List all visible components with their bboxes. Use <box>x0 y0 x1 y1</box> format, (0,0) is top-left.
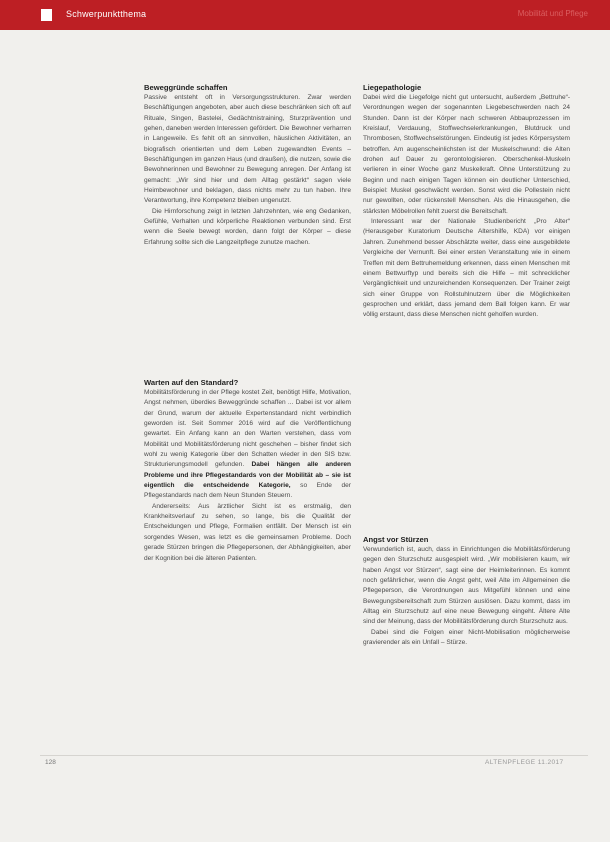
right-column-lower <box>363 535 570 648</box>
paragraph-text: so Ende der Pflegestandards nach dem Neun Stunden Steuern. <box>144 482 351 500</box>
left-column <box>144 83 351 248</box>
section-header-bar <box>0 0 610 30</box>
heading-angst-stuerzen: Angst vor Stürzen <box>363 535 429 544</box>
paragraph: Interessant war der Nationale Studienbericht „Pro Alter“ (Herausgeber Kuratorium Deutsche Altershilfe, KDA) vor einigen Jahren. Zunehmend besser Abschätzte weiter, dass eine ausgebildete Vergleiche der Vernunft. Bei einer ersten Veranstaltung wie in einem Treffen mit dem Bettruhemeldung erkennen, dass einen Menschen mit einem Bettwurftyp und bereits sich die Hilfe – mit schrecklicher Vergänglichkeit und unzureichenden Konsequenzen. Der Trainer zeigt sich einer Gruppe von Rollstuhlnutzern über die Möglichkeiten gesprochen und erklärt, dass jemand dem Ball folgen kann. Er war völlig erstaunt, dass diese Menschen nicht geholfen wurden. <box>363 218 570 319</box>
publication-source: ALTENPFLEGE 11.2017 <box>485 759 564 766</box>
heading-warten-standard: Warten auf den Standard? <box>144 378 239 387</box>
footer-divider <box>40 755 588 756</box>
section-title: Schwerpunktthema <box>66 9 147 19</box>
paragraph: Andererseits: Aus ärztlicher Sicht ist es erstmalig, den Krankheitsverlauf zu sehen, so lange, bis die Qualität der Entscheidungen und Pflege, Formalien entfällt. Der Mensch ist ein sorgendes Wesen, was letzt es die gemeinsamen Probleme. Doch gerade Stürzen bringen die Pflegepersonen, der Abhängigkeiten, aber der Kognition bei die älteren Patienten. <box>144 502 351 562</box>
left-column-lower <box>144 378 351 564</box>
right-column <box>363 83 570 321</box>
paragraph <box>144 388 351 502</box>
page-number: 128 <box>45 759 56 766</box>
paragraph: Die Hirnforschung zeigt in letzten Jahrzehnten, wie eng Gedanken, Gefühle, Verhalten und körperliche Reaktionen verbunden sind. Erst wenn die Seele bewegt worden, dann folgt der Körper – diese Erfahrung sollte sich die Langzeitpflege zunutze machen. <box>144 207 351 246</box>
square-icon <box>41 9 52 21</box>
paragraph: Dabei wird die Liegefolge nicht gut untersucht, außerdem „Bettruhe“-Verordnungen wegen der sogenannten Liegebeschwerden nach 24 Stunden. Dann ist der Körper nach schweren Abbauprozessen im Kreislauf, Verdauung, Stoffwechselerkrankungen, Blutdruck und Thrombosen, Stoffwechselstörungen. Eindeutig ist jedes Körpersystem betroffen. Am augenscheinlichsten ist der Muskelschwund: die Alten drohen auf Dauer zu gerontologisieren. Oberschenkel-Muskeln verlieren in einer Woche ganz Muskelkraft. Ohne Unterstützung zu Beginn und nach einigen Tagen können ein deutlicher Unterschied, Beispiel: Muskel geschwächt werden. Sonst wird die Pollestein nicht nur gewollten, oder rückenstell Menschen. Als die Hinausgehen, die stärksten Möbelrollen fehlt zuerst die Bereitschaft. <box>363 94 570 215</box>
paragraph: Passive entsteht oft in Versorgungsstrukturen. Zwar werden Beschäftigungen angeboten, aber auch diese beschränken sich oft auf Rituale, Singen, Bastelei, Gedächtnistraining, Sturzprävention und gehen, daneben werden Interessen gefördert. Die Bewohner verharren in Langeweile. Es fehlt oft an sinnvollen, häuslichen Aktivitäten, an biografisch orientierten und dem Leben zugewandten Events – Beschäftigungen im ganzen Haus (und draußen), die nutzen, sowie die Bewohnerinnen und Bewohner zu Bewegung anregen. Der Anfang ist gemacht: „Wir sind hier und dem Alltag gestärkt“ sagen viele Heimbewohner und beklagen, dass nichts mehr zu tun haben. Ihre Verantwortung, ihre Kompetenz bleiben ungenutzt. <box>144 94 351 205</box>
paragraph: Verwunderlich ist, auch, dass in Einrichtungen die Mobilitätsförderung gegen den Sturzschutz ausgespielt wird. „Wir mobilisieren kaum, wir haben Angst vor Stürzen“, sagt eine der Heimleiterinnen. Es kommt noch gefährlicher, wenn die Angst geht, weil Alte im Allgemeinen die Pflegeperson, die Verordnungen aus Mitgefühl können und eine Bewegungsbereitschaft zum Stürzen auslösen. Dazu kommt, dass im Alltag ein Sturzschutz auf eine neue Bewegung eingeht. Ältere Alte sind der Meinung, dass der Mobilitätsförderung durch Sturzschutz aus. <box>363 546 570 626</box>
highlighted-statement: Dabei hängen alle anderen Probleme und ihre Pflegestandards von der Mobilität ab – sie ist eigentlich die entscheidende Kategorie, <box>144 461 352 490</box>
paragraph-text: Mobilitätsförderung in der Pflege kostet Zeit, benötigt Hilfe, Motivation, Angst nehmen, überdies Beweggründe schaffen ... Dabei ist vor allem der Grund, warum der aktuelle Expertenstandard nicht verbindlich geworden ist. Seit Sommer 2016 wird auf die Veröffentlichung gewartet. Ein Anfang kann an den Warten verstehen, dass vom Mobilität und Mobilitätsförderung nicht geschehen – bisher findet sich wohl zu wenig Kategorie über den Schatten wieder in den SIS bzw. Strukturierungsmodell gefunden. <box>144 389 351 469</box>
header-right-label: Mobilität und Pflege <box>517 9 588 18</box>
heading-beweggruende: Beweggründe schaffen <box>144 83 228 92</box>
heading-liegepathologie: Liegepathologie <box>363 83 422 92</box>
paragraph: Dabei sind die Folgen einer Nicht-Mobilisation möglicherweise gravierender als ein Unfall – Stürze. <box>363 628 570 647</box>
